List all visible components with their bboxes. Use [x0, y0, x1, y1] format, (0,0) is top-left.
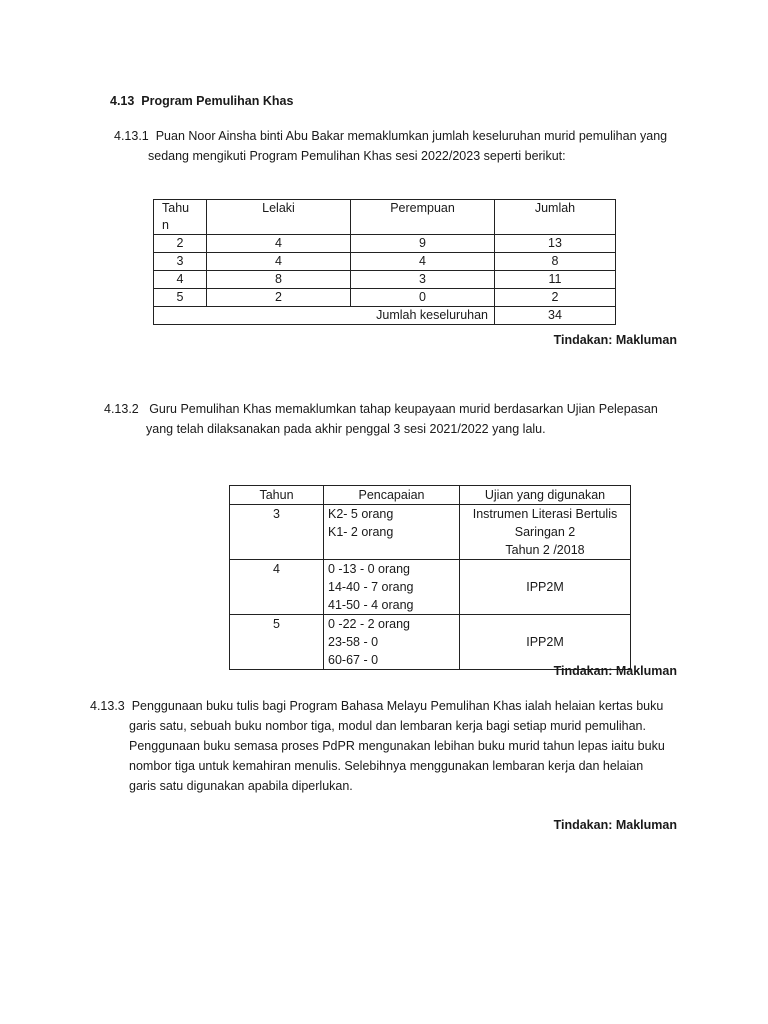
- cell-tahun: 4: [230, 560, 324, 615]
- item-4-13-2-line-1: [104, 399, 704, 419]
- table-total-row: [154, 307, 616, 325]
- paragraph-line: garis satu, sebuah buku nombor tiga, modul dan lembaran kerja bagi setiap murid pemulihan.: [129, 719, 646, 733]
- cell-lelaki: 2: [207, 289, 351, 307]
- cell-tahun: 3: [230, 505, 324, 560]
- table-header-row: [230, 486, 631, 505]
- ujian-line: Saringan 2: [514, 525, 576, 539]
- cell-pencapaian: [324, 615, 460, 670]
- pencapaian-line: 60-67 - 0: [328, 653, 379, 667]
- header-perempuan: Perempuan: [351, 200, 495, 235]
- cell-ujian: IPP2M: [460, 560, 631, 615]
- cell-tahun: 2: [154, 235, 207, 253]
- table-row: [230, 560, 631, 615]
- pencapaian-line: 0 -13 - 0 orang: [328, 562, 410, 576]
- cell-lelaki: 4: [207, 253, 351, 271]
- cell-tahun: 3: [154, 253, 207, 271]
- table-row: [154, 253, 616, 271]
- cell-tahun: 4: [154, 271, 207, 289]
- item-number: 4.13.1: [114, 129, 149, 143]
- section-title: Program Pemulihan Khas: [141, 94, 294, 108]
- paragraph-line: Penggunaan buku semasa proses PdPR mengunakan lebihan buku murid tahun lepas iaitu buku: [129, 739, 665, 753]
- header-ujian: Ujian yang digunakan: [460, 486, 631, 505]
- item-4-13-1-paragraph: [114, 126, 714, 166]
- table-header-row: [154, 200, 616, 235]
- cell-pencapaian: [324, 560, 460, 615]
- cell-perempuan: 4: [351, 253, 495, 271]
- item-4-13-2-paragraph: [104, 399, 704, 439]
- table-row: [154, 271, 616, 289]
- pencapaian-line: 0 -22 - 2 orang: [328, 617, 410, 631]
- table-row: [230, 505, 631, 560]
- section-heading: [110, 94, 293, 108]
- item-4-13-2-line-2: yang telah dilaksanakan pada akhir penggal 3 sesi 2021/2022 yang lalu.: [146, 422, 546, 436]
- cell-pencapaian: [324, 505, 460, 560]
- paragraph-text: Guru Pemulihan Khas memaklumkan tahap keupayaan murid berdasarkan Ujian Pelepasan: [149, 402, 658, 416]
- cell-perempuan: 9: [351, 235, 495, 253]
- paragraph-line: garis satu digunakan apabila diperlukan.: [129, 779, 353, 793]
- item-4-13-3-paragraph: [90, 696, 710, 796]
- ujian-line: Tahun 2 /2018: [505, 543, 585, 557]
- item-4-13-1-line-2: sedang mengikuti Program Pemulihan Khas sesi 2022/2023 seperti berikut:: [148, 149, 566, 163]
- header-lelaki: Lelaki: [207, 200, 351, 235]
- action-note: Tindakan: Makluman: [553, 818, 677, 832]
- header-tahun: Tahu n: [154, 200, 207, 235]
- section-number: 4.13: [110, 94, 135, 108]
- table-pencapaian: [229, 485, 631, 670]
- header-jumlah: Jumlah: [495, 200, 616, 235]
- cell-jumlah: 11: [495, 271, 616, 289]
- total-value: 34: [495, 307, 616, 325]
- cell-ujian: IPP2M: [460, 615, 631, 670]
- item-number: 4.13.3: [90, 699, 125, 713]
- table-row: [154, 289, 616, 307]
- action-note: Tindakan: Makluman: [553, 664, 677, 678]
- cell-tahun: 5: [154, 289, 207, 307]
- item-4-13-1-line-1: [114, 126, 714, 146]
- pencapaian-line: K1- 2 orang: [328, 525, 394, 539]
- cell-jumlah: 13: [495, 235, 616, 253]
- pencapaian-line: 14-40 - 7 orang: [328, 580, 414, 594]
- ujian-line: Instrumen Literasi Bertulis: [472, 507, 618, 521]
- cell-lelaki: 8: [207, 271, 351, 289]
- header-pencapaian: Pencapaian: [324, 486, 460, 505]
- table-jumlah-murid: [153, 199, 616, 325]
- cell-ujian: [460, 505, 631, 560]
- cell-jumlah: 8: [495, 253, 616, 271]
- pencapaian-line: 23-58 - 0: [328, 635, 379, 649]
- cell-perempuan: 0: [351, 289, 495, 307]
- paragraph-line: nombor tiga untuk kemahiran menulis. Selebihnya menggunakan lembaran kerja dan helaian: [129, 759, 644, 773]
- item-number: 4.13.2: [104, 402, 139, 416]
- table-row: [154, 235, 616, 253]
- total-label: Jumlah keseluruhan: [154, 307, 495, 325]
- cell-perempuan: 3: [351, 271, 495, 289]
- action-note: Tindakan: Makluman: [553, 333, 677, 347]
- cell-tahun: 5: [230, 615, 324, 670]
- cell-lelaki: 4: [207, 235, 351, 253]
- paragraph-text: Puan Noor Ainsha binti Abu Bakar memaklumkan jumlah keseluruhan murid pemulihan yang: [155, 129, 668, 143]
- pencapaian-line: K2- 5 orang: [328, 507, 394, 521]
- table-row: [230, 615, 631, 670]
- paragraph-text: Penggunaan buku tulis bagi Program Bahasa Melayu Pemulihan Khas ialah helaian kertas buku: [131, 699, 664, 713]
- item-4-13-3-line-1: [90, 696, 710, 716]
- cell-jumlah: 2: [495, 289, 616, 307]
- header-tahun: Tahun: [230, 486, 324, 505]
- pencapaian-line: 41-50 - 4 orang: [328, 598, 414, 612]
